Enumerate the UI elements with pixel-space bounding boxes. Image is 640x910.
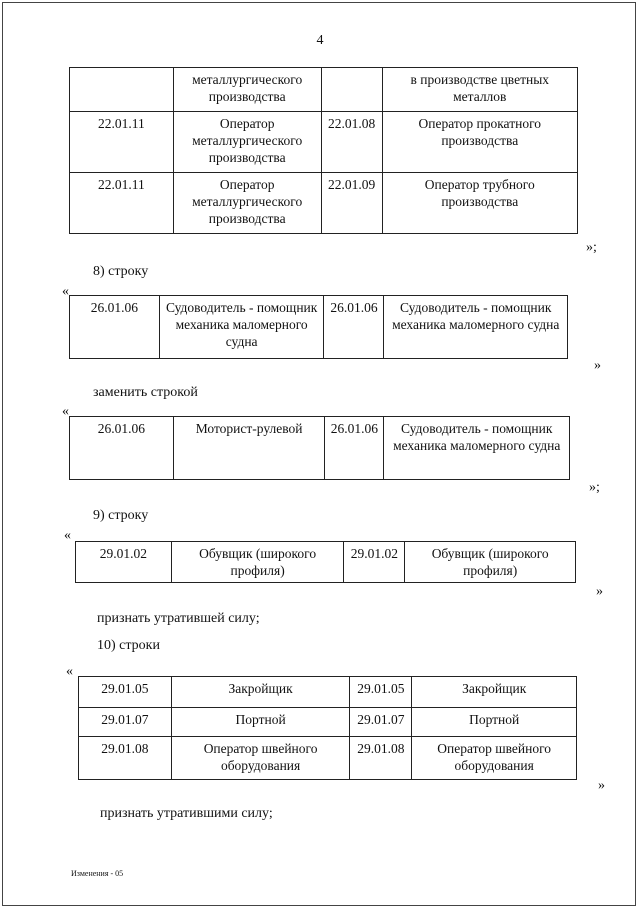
table-cell: металлургического производства <box>173 68 321 112</box>
table-cell: Закройщик <box>171 677 350 708</box>
table-row <box>76 542 576 583</box>
table-row <box>70 112 578 173</box>
table-cell: 26.01.06 <box>325 417 384 480</box>
table-cell: 22.01.11 <box>70 112 174 173</box>
table-original-row-8 <box>69 295 568 359</box>
item-8-label: 8) строку <box>93 264 149 279</box>
opening-quote: « <box>64 528 71 543</box>
table-row <box>79 737 577 780</box>
table-continued <box>69 67 578 234</box>
table-cell: Оператор прокатного производства <box>382 112 577 173</box>
closing-quote: » <box>598 778 605 793</box>
replace-instruction: заменить строкой <box>93 385 198 400</box>
table-cell: Обувщик (широкого профиля) <box>171 542 344 583</box>
table-row-9 <box>75 541 576 583</box>
table-cell: 29.01.02 <box>344 542 405 583</box>
footer-note: Изменения - 05 <box>71 869 124 878</box>
table-cell: Судоводитель - помощник механика маломерного судна <box>159 296 324 359</box>
invalidate-instruction: признать утратившей силу; <box>97 611 260 626</box>
table-cell: 29.01.05 <box>79 677 172 708</box>
table-cell: 22.01.11 <box>70 173 174 234</box>
table-cell: Обувщик (широкого профиля) <box>405 542 576 583</box>
table-cell: Моторист-рулевой <box>173 417 325 480</box>
table-row <box>70 68 578 112</box>
invalidate-plural-instruction: признать утратившими силу; <box>100 806 273 821</box>
table-cell: 22.01.08 <box>321 112 382 173</box>
table-cell: 29.01.07 <box>79 708 172 737</box>
table-row <box>70 296 568 359</box>
table-replacement-row-8 <box>69 416 570 480</box>
page-number: 4 <box>316 33 324 48</box>
closing-quote: »; <box>589 480 600 495</box>
table-cell: в производстве цветных металлов <box>382 68 577 112</box>
table-cell: 22.01.09 <box>321 173 382 234</box>
table-cell <box>321 68 382 112</box>
table-cell: Оператор трубного производства <box>382 173 577 234</box>
table-cell: 26.01.06 <box>70 417 174 480</box>
opening-quote: « <box>62 284 69 299</box>
table-cell: 29.01.08 <box>350 737 412 780</box>
table-cell: 29.01.05 <box>350 677 412 708</box>
closing-quote: » <box>594 358 601 373</box>
table-row <box>70 417 570 480</box>
table-cell: 26.01.06 <box>324 296 384 359</box>
closing-quote: »; <box>586 240 597 255</box>
table-row <box>79 677 577 708</box>
table-cell <box>70 68 174 112</box>
table-cell: Оператор металлургического производства <box>173 173 321 234</box>
table-cell: Закройщик <box>412 677 577 708</box>
table-rows-10 <box>78 676 577 780</box>
item-10-label: 10) строки <box>97 638 160 653</box>
table-cell: 29.01.08 <box>79 737 172 780</box>
table-cell: 26.01.06 <box>70 296 160 359</box>
table-cell: Оператор швейного оборудования <box>171 737 350 780</box>
table-cell: Портной <box>171 708 350 737</box>
opening-quote: « <box>66 664 73 679</box>
table-cell: Оператор швейного оборудования <box>412 737 577 780</box>
opening-quote: « <box>62 404 69 419</box>
table-cell: 29.01.07 <box>350 708 412 737</box>
table-cell: Судоводитель - помощник механика маломерного судна <box>384 417 570 480</box>
table-cell: Портной <box>412 708 577 737</box>
table-row <box>70 173 578 234</box>
table-cell: Судоводитель - помощник механика маломерного судна <box>384 296 568 359</box>
table-cell: 29.01.02 <box>76 542 172 583</box>
table-row <box>79 708 577 737</box>
closing-quote: » <box>596 584 603 599</box>
table-cell: Оператор металлургического производства <box>173 112 321 173</box>
item-9-label: 9) строку <box>93 508 149 523</box>
